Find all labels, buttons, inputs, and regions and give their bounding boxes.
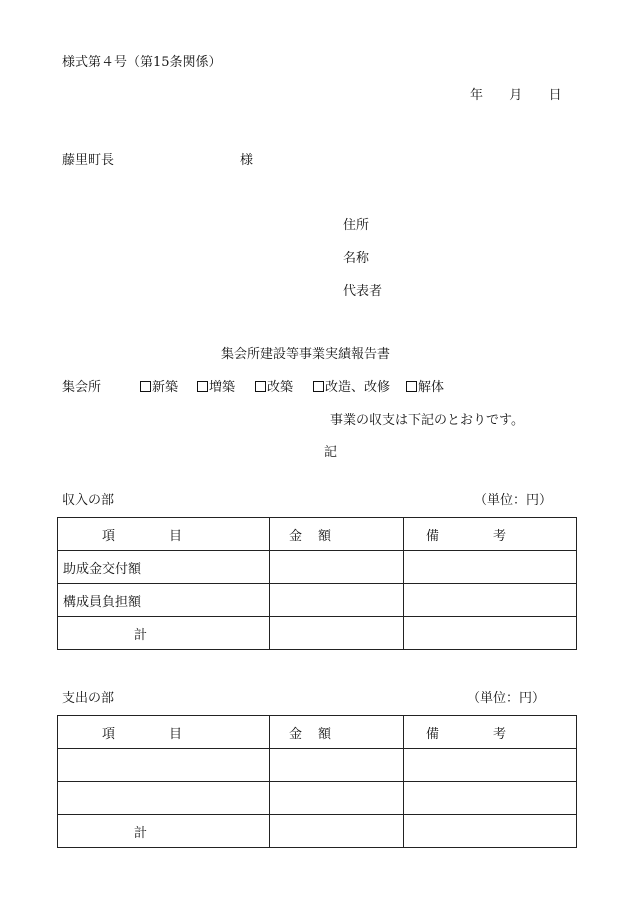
option-label: 増築: [209, 380, 236, 395]
remarks-cell[interactable]: [404, 584, 577, 617]
option-extension[interactable]: [197, 380, 235, 396]
date-line: [470, 88, 562, 104]
item-cell: 構成員負担額: [58, 584, 270, 617]
amount-cell[interactable]: [270, 551, 404, 584]
total-remarks-cell[interactable]: [404, 617, 577, 650]
income-unit-label: （単位：円）: [474, 493, 553, 508]
address-label: 住所: [343, 218, 370, 233]
option-label: 改築: [267, 380, 294, 395]
header-item: 項 目: [58, 716, 270, 749]
amount-cell[interactable]: [270, 749, 404, 782]
option-renovation[interactable]: [313, 380, 390, 396]
form-number: 様式第４号（第15条関係）: [62, 55, 222, 70]
item-cell[interactable]: [58, 782, 270, 815]
item-cell: 助成金交付額: [58, 551, 270, 584]
table-row: [58, 782, 577, 815]
addressee-name: 藤里町長: [62, 153, 115, 168]
table-total-row: [58, 617, 577, 650]
checkbox-icon[interactable]: [255, 381, 266, 392]
total-label: 計: [58, 815, 270, 848]
statement-text: 事業の収支は下記のとおりです。: [330, 413, 524, 428]
checkbox-icon[interactable]: [197, 381, 208, 392]
header-amount: 金 額: [270, 518, 404, 551]
option-demolition[interactable]: [406, 380, 444, 396]
addressee-honorific: 様: [240, 153, 254, 168]
option-label: 改造、改修: [325, 380, 391, 395]
option-label: 解体: [418, 380, 445, 395]
income-table: [57, 517, 577, 650]
total-amount-cell[interactable]: [270, 815, 404, 848]
table-header-row: [58, 716, 577, 749]
expense-section-label: 支出の部: [62, 691, 115, 706]
amount-cell[interactable]: [270, 584, 404, 617]
remarks-cell[interactable]: [404, 749, 577, 782]
table-row: [58, 749, 577, 782]
checkbox-icon[interactable]: [406, 381, 417, 392]
header-amount: 金 額: [270, 716, 404, 749]
option-reconstruction[interactable]: [255, 380, 293, 396]
table-row: [58, 584, 577, 617]
table-header-row: [58, 518, 577, 551]
date-day-label: 日: [548, 88, 562, 103]
option-label: 新築: [152, 380, 179, 395]
total-amount-cell[interactable]: [270, 617, 404, 650]
representative-label: 代表者: [343, 284, 383, 299]
amount-cell[interactable]: [270, 782, 404, 815]
income-section-label: 収入の部: [62, 493, 115, 508]
expense-unit-label: （単位：円）: [467, 691, 546, 706]
facility-label: 集会所: [62, 380, 102, 395]
total-remarks-cell[interactable]: [404, 815, 577, 848]
table-total-row: [58, 815, 577, 848]
date-year-label: 年: [470, 88, 484, 103]
ki-label: 記: [324, 445, 338, 460]
option-new-construction[interactable]: [140, 380, 178, 396]
checkbox-icon[interactable]: [313, 381, 324, 392]
header-remarks: 備 考: [404, 518, 577, 551]
expense-table: [57, 715, 577, 848]
header-item: 項 目: [58, 518, 270, 551]
remarks-cell[interactable]: [404, 782, 577, 815]
table-row: [58, 551, 577, 584]
header-remarks: 備 考: [404, 716, 577, 749]
item-cell[interactable]: [58, 749, 270, 782]
document-title: 集会所建設等事業実績報告書: [221, 347, 391, 362]
name-label: 名称: [343, 251, 370, 266]
checkbox-icon[interactable]: [140, 381, 151, 392]
date-month-label: 月: [509, 88, 523, 103]
total-label: 計: [58, 617, 270, 650]
remarks-cell[interactable]: [404, 551, 577, 584]
